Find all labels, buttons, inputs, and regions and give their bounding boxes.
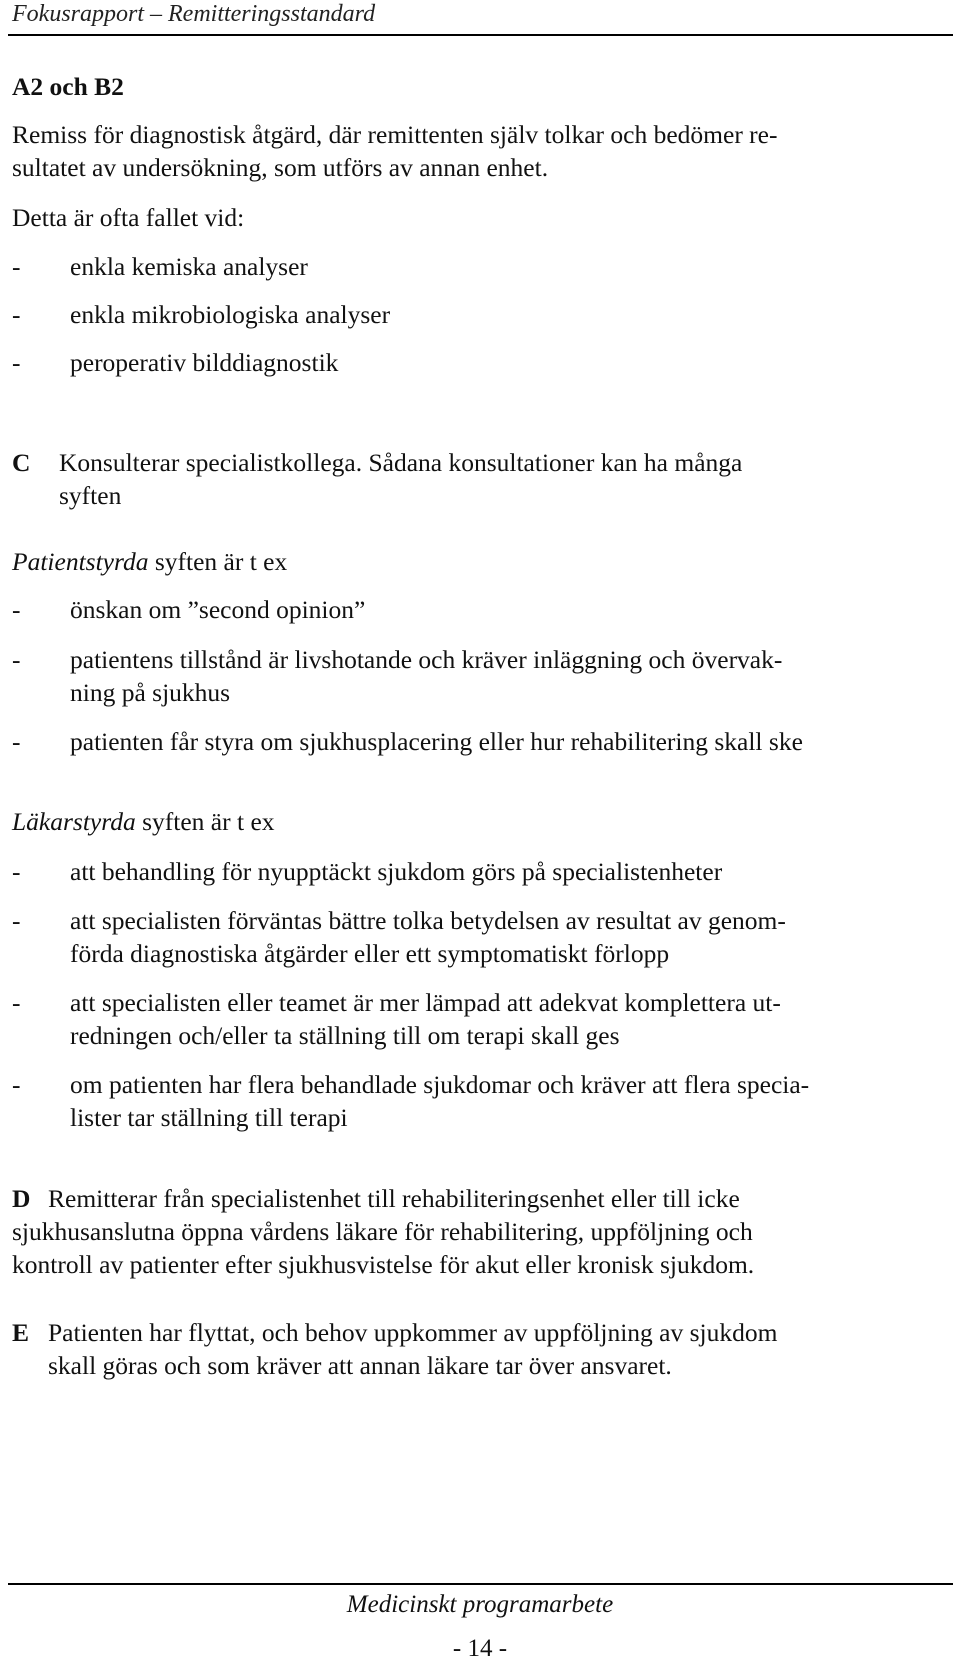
section-d-line: Remitterar från specialistenhet till rehabiliteringsenhet eller till icke: [48, 1184, 740, 1213]
section-d-line: kontroll av patienter efter sjukhusvistelse för akut eller kronisk sjukdom.: [12, 1250, 755, 1279]
list-item-text: om patienten har flera behandlade sjukdomar och kräver att flera specia-: [70, 1070, 810, 1099]
footer-title: Medicinskt programarbete: [346, 1591, 614, 1618]
dash-bullet: -: [12, 595, 21, 624]
section-c-line: syften: [59, 481, 122, 510]
header-rule: [8, 34, 953, 36]
section-d: [12, 1182, 942, 1215]
list-item-text: patientens tillstånd är livshotande och kräver inläggning och övervak-: [70, 645, 783, 674]
list-item-text: lister tar ställning till terapi: [70, 1103, 348, 1132]
list-item-text: att behandling för nyupptäckt sjukdom görs på specialistenheter: [70, 857, 723, 886]
patient-intro: [12, 545, 287, 578]
list-item-text: redningen och/eller ta ställning till om terapi skall ges: [70, 1021, 620, 1050]
dash-bullet: -: [12, 252, 21, 281]
doctor-intro: [12, 805, 275, 838]
list-item-text: förda diagnostiska åtgärder eller ett symptomatiskt förlopp: [70, 939, 670, 968]
dash-bullet: -: [12, 645, 21, 674]
footer-rule: [8, 1583, 953, 1585]
section-c: [12, 446, 942, 479]
dash-bullet: -: [12, 857, 21, 886]
section-e-line: skall göras och som kräver att annan läkare tar över ansvaret.: [48, 1351, 672, 1380]
list-item-text: patienten får styra om sjukhusplacering eller hur rehabilitering skall ske: [70, 727, 803, 756]
section-d-line: sjukhusanslutna öppna vårdens läkare för rehabilitering, uppföljning och: [12, 1217, 753, 1246]
paragraph-line: Remiss för diagnostisk åtgärd, där remittenten själv tolkar och bedömer re-: [12, 120, 778, 149]
list-item-text: ning på sjukhus: [70, 678, 231, 707]
list-item-text: att specialisten eller teamet är mer lämpad att adekvat komplettera ut-: [70, 988, 781, 1017]
dash-bullet: -: [12, 906, 21, 935]
dash-bullet: -: [12, 727, 21, 756]
list-item-text: enkla mikrobiologiska analyser: [70, 300, 391, 329]
section-heading-a2b2: A2 och B2: [12, 72, 124, 101]
doctor-intro-term: Läkarstyrda: [12, 807, 136, 836]
doctor-intro-rest: syften är t ex: [135, 807, 275, 836]
dash-bullet: -: [12, 348, 21, 377]
section-letter-c: C: [12, 448, 31, 477]
patient-intro-term: Patientstyrda: [12, 547, 149, 576]
paragraph-line: sultatet av undersökning, som utförs av annan enhet.: [12, 153, 549, 182]
section-c-line: Konsulterar specialistkollega. Sådana konsultationer kan ha många: [59, 448, 743, 477]
list-item-text: önskan om ”second opinion”: [70, 595, 366, 624]
page-number: - 14 -: [452, 1635, 508, 1662]
list-item-text: att specialisten förväntas bättre tolka betydelsen av resultat av genom-: [70, 906, 786, 935]
list-item-text: enkla kemiska analyser: [70, 252, 308, 281]
section-letter-d: D: [12, 1184, 31, 1213]
dash-bullet: -: [12, 300, 21, 329]
section-e-line: Patienten har flyttat, och behov uppkommer av uppföljning av sjukdom: [48, 1318, 778, 1347]
section-letter-e: E: [12, 1318, 30, 1347]
section-e: [12, 1316, 942, 1349]
dash-bullet: -: [12, 1070, 21, 1099]
patient-intro-rest: syften är t ex: [148, 547, 288, 576]
dash-bullet: -: [12, 988, 21, 1017]
list-intro: Detta är ofta fallet vid:: [12, 203, 245, 232]
list-item-text: peroperativ bilddiagnostik: [70, 348, 339, 377]
running-header: Fokusrapport – Remitteringsstandard: [12, 1, 376, 27]
